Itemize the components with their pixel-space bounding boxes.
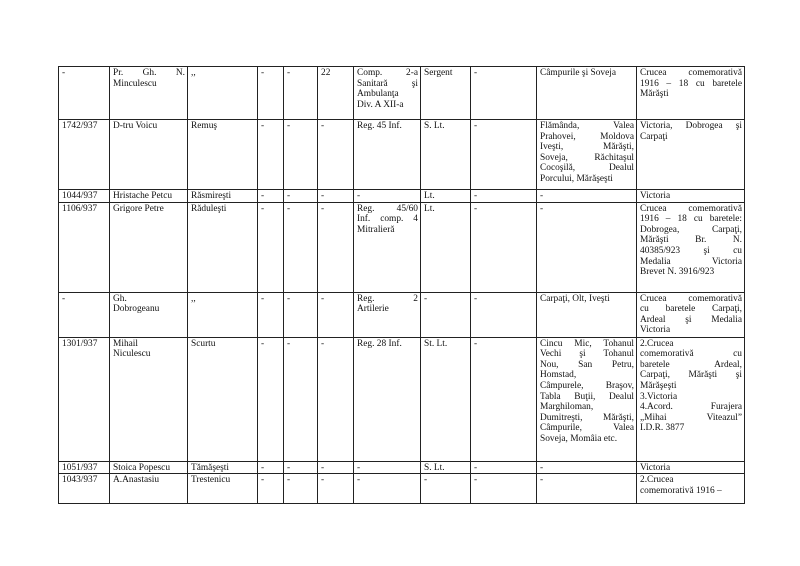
battles-cell-line: - [540,191,544,201]
decorations-cell [637,67,745,120]
rank-cell: Sergent [421,67,471,120]
military-unit-cell-line: Comp. 2-a [357,68,418,78]
locality-cell: Tămăşeşti [188,461,258,474]
person-name-cell [110,461,188,474]
decorations-cell-line: 1916 – 18 cu baretele [640,78,742,89]
battles-cell-line: Iveşti, Mărăşti, [540,142,634,153]
person-name-cell [110,120,188,190]
rank-cell: St. Lt. [421,337,471,461]
decorations-cell-line: baretele Ardeal, [640,359,742,370]
military-unit-cell-line: Reg. 28 Inf. [357,338,402,349]
column-6-cell: - [318,120,354,190]
battles-cell-line: Cocoşilă, Dealul [540,163,634,174]
person-name-cell-line: Mihail [113,338,138,349]
column-6-cell: - [318,292,354,337]
decorations-cell-line: Victoria [640,191,671,201]
decorations-cell-line: cu baretele Carpaţi, [640,304,742,315]
column-5-cell: - [284,461,318,474]
rank-cell: S. Lt. [421,461,471,474]
military-unit-cell [354,337,421,461]
person-name-cell-line: Stoica Popescu [113,462,171,473]
military-unit-cell-line: Reg. 45/60 [357,203,418,214]
battles-cell-line: Cincu Mic, Tohanul [540,338,634,349]
column-5-cell: - [284,202,318,292]
decorations-cell [637,190,745,203]
table-row [59,337,745,461]
battles-cell-line: Câmpurele, Braşov, [540,380,634,391]
column-6-cell: - [318,190,354,203]
column-6-cell: - [318,461,354,474]
decorations-cell-line: 4.Acord. Furajera [640,402,742,413]
column-6-cell: 22 [318,67,354,120]
military-unit-cell [354,202,421,292]
person-name-cell [110,202,188,292]
decorations-cell-line: Mărăşti [640,89,669,100]
veterans-table [58,66,745,504]
military-unit-cell [354,461,421,474]
military-unit-cell [354,190,421,203]
table-row [59,190,745,203]
decorations-cell-line: Carpaţi [640,131,668,142]
decorations-cell-line: I.D.R. 3877 [640,423,685,434]
table-row [59,67,745,120]
battles-cell-line: Vechi şi Tohanul [540,349,634,360]
person-name-cell-line: Gh. [113,293,127,304]
column-9-cell: - [471,337,537,461]
military-unit-cell [354,67,421,120]
decorations-cell-line: Crucea comemorativă [640,293,742,304]
decorations-cell-line: Carpaţi, Mărăşti şi [640,370,742,381]
decorations-cell-line: 2.Crucea [640,338,674,349]
battles-cell [537,292,637,337]
decorations-cell-line: comemorativă cu [640,349,742,360]
record-number-cell: 1106/937 [59,202,110,292]
battles-cell [537,120,637,190]
battles-cell [537,202,637,292]
battles-cell-line: Câmpurile, Valea [540,423,634,434]
decorations-cell-line: „Mihai Viteazul” [640,412,742,423]
rank-cell: - [421,474,471,504]
military-unit-cell-line: Ambulanţa [357,89,399,100]
column-6-cell: - [318,474,354,504]
column-4-cell: - [258,474,284,504]
record-number-cell: 1301/937 [59,337,110,461]
column-5-cell: - [284,67,318,120]
person-name-cell [110,292,188,337]
column-4-cell: - [258,120,284,190]
military-unit-cell [354,292,421,337]
battles-cell [537,461,637,474]
column-9-cell: - [471,461,537,474]
military-unit-cell-line: Sanitară şi [357,78,418,89]
decorations-cell-line: Brevet N. 3916/923 [640,267,715,278]
rank-cell: Lt. [421,190,471,203]
column-9-cell: - [471,67,537,120]
column-5-cell: - [284,120,318,190]
column-5-cell: - [284,190,318,203]
table-row [59,292,745,337]
decorations-cell-line: Ardeal şi Medalia [640,314,742,325]
column-5-cell: - [284,337,318,461]
decorations-cell-line: Medalia Victoria [640,256,742,267]
military-unit-cell-line: - [357,462,361,473]
battles-cell [537,337,637,461]
table-row [59,474,745,504]
decorations-cell-line: Dobrogea, Carpaţi, [640,224,742,235]
person-name-cell-line: A.Anastasiu [113,475,160,486]
battles-cell-line: - [540,475,544,486]
military-unit-cell-line: Div. A XII-a [357,99,404,110]
record-number-cell: 1051/937 [59,461,110,474]
battles-cell-line: - [540,203,544,214]
battles-cell-line: Câmpurile şi Soveja [540,68,617,78]
column-6-cell: - [318,337,354,461]
decorations-cell-line: Mărăşti Br. N. [640,235,742,246]
battles-cell-line: Prahovei, Moldova [540,131,634,142]
table-body [59,67,745,504]
column-4-cell: - [258,461,284,474]
battles-cell-line: Homstad, [540,370,577,381]
locality-cell: Scurtu [188,337,258,461]
decorations-cell [637,292,745,337]
military-unit-cell [354,474,421,504]
battles-cell [537,67,637,120]
battles-cell [537,190,637,203]
person-name-cell-line: Dobrogeanu [113,304,160,315]
military-unit-cell-line: Artilerie [357,304,389,315]
column-9-cell: - [471,474,537,504]
locality-cell: ,, [188,292,258,337]
record-number-cell: 1742/937 [59,120,110,190]
decorations-cell-line: comemorativă 1916 – [640,485,722,496]
military-unit-cell-line: Reg. 2 [357,293,418,304]
decorations-cell-line: Victoria [640,325,671,336]
decorations-cell-line: Crucea comemorativă [640,68,742,78]
column-4-cell: - [258,67,284,120]
decorations-cell-line: 2.Crucea [640,475,674,486]
decorations-cell [637,474,745,504]
battles-cell-line: Nou, San Petru, [540,359,634,370]
decorations-cell [637,337,745,461]
battles-cell-line: Marghiloman, [540,402,594,413]
column-5-cell: - [284,292,318,337]
table-row [59,202,745,292]
column-4-cell: - [258,337,284,461]
record-number-cell: - [59,67,110,120]
battles-cell-line: - [540,462,544,473]
record-number-cell: 1043/937 [59,474,110,504]
battles-cell-line: Dumitreşti, Mărăşti, [540,412,634,423]
person-name-cell-line: D-tru Voicu [113,121,158,131]
column-9-cell: - [471,190,537,203]
decorations-cell-line: Mărăşeşti [640,380,677,391]
decorations-cell [637,202,745,292]
military-unit-cell-line: - [357,191,361,201]
column-4-cell: - [258,190,284,203]
table-row [59,461,745,474]
person-name-cell [110,190,188,203]
locality-cell: ,, [188,67,258,120]
battles-cell-line: Porcului, Mărăşeşti [540,173,613,184]
column-5-cell: - [284,474,318,504]
record-number-cell: 1044/937 [59,190,110,203]
military-unit-cell [354,120,421,190]
column-9-cell: - [471,292,537,337]
decorations-cell-line: 40385/923 şi cu [640,245,742,256]
record-number-cell: - [59,292,110,337]
battles-cell-line: Tabla Buţii, Dealul [540,391,634,402]
person-name-cell-line: Grigore Petre [113,203,164,214]
decorations-cell [637,461,745,474]
person-name-cell-line: Pr. Gh. N. [113,68,185,78]
table-row [59,120,745,190]
battles-cell-line: Soveja, Răchitaşul [540,152,634,163]
rank-cell: Lt. [421,202,471,292]
decorations-cell-line: Victoria, Dobrogea şi [640,121,742,131]
column-9-cell: - [471,120,537,190]
locality-cell: Răsmireşti [188,190,258,203]
battles-cell-line: Soveja, Momâia etc. [540,433,618,444]
column-4-cell: - [258,202,284,292]
decorations-cell-line: 3.Victoria [640,391,678,402]
rank-cell: - [421,292,471,337]
person-name-cell-line: Niculescu [113,349,151,360]
decorations-cell-line: Crucea comemorativă [640,203,742,214]
military-unit-cell-line: Reg. 45 Inf. [357,121,402,131]
column-9-cell: - [471,202,537,292]
person-name-cell [110,67,188,120]
military-unit-cell-line: Mitralieră [357,224,395,235]
person-name-cell [110,337,188,461]
person-name-cell [110,474,188,504]
decorations-cell-line: Victoria [640,462,671,473]
column-4-cell: - [258,292,284,337]
person-name-cell-line: Hristache Petcu [113,191,173,201]
battles-cell [537,474,637,504]
person-name-cell-line: Minculescu [113,78,157,89]
battles-cell-line: Carpaţi, Olt, Iveşti [540,293,610,304]
battles-cell-line: Flămânda, Valea [540,121,634,131]
military-unit-cell-line: - [357,475,361,486]
decorations-cell-line: 1916 – 18 cu baretele: [640,214,742,225]
locality-cell: Răduleşti [188,202,258,292]
decorations-cell [637,120,745,190]
locality-cell: Trestenicu [188,474,258,504]
military-unit-cell-line: Inf. comp. 4 [357,214,418,225]
locality-cell: Remuş [188,120,258,190]
column-6-cell: - [318,202,354,292]
rank-cell: S. Lt. [421,120,471,190]
